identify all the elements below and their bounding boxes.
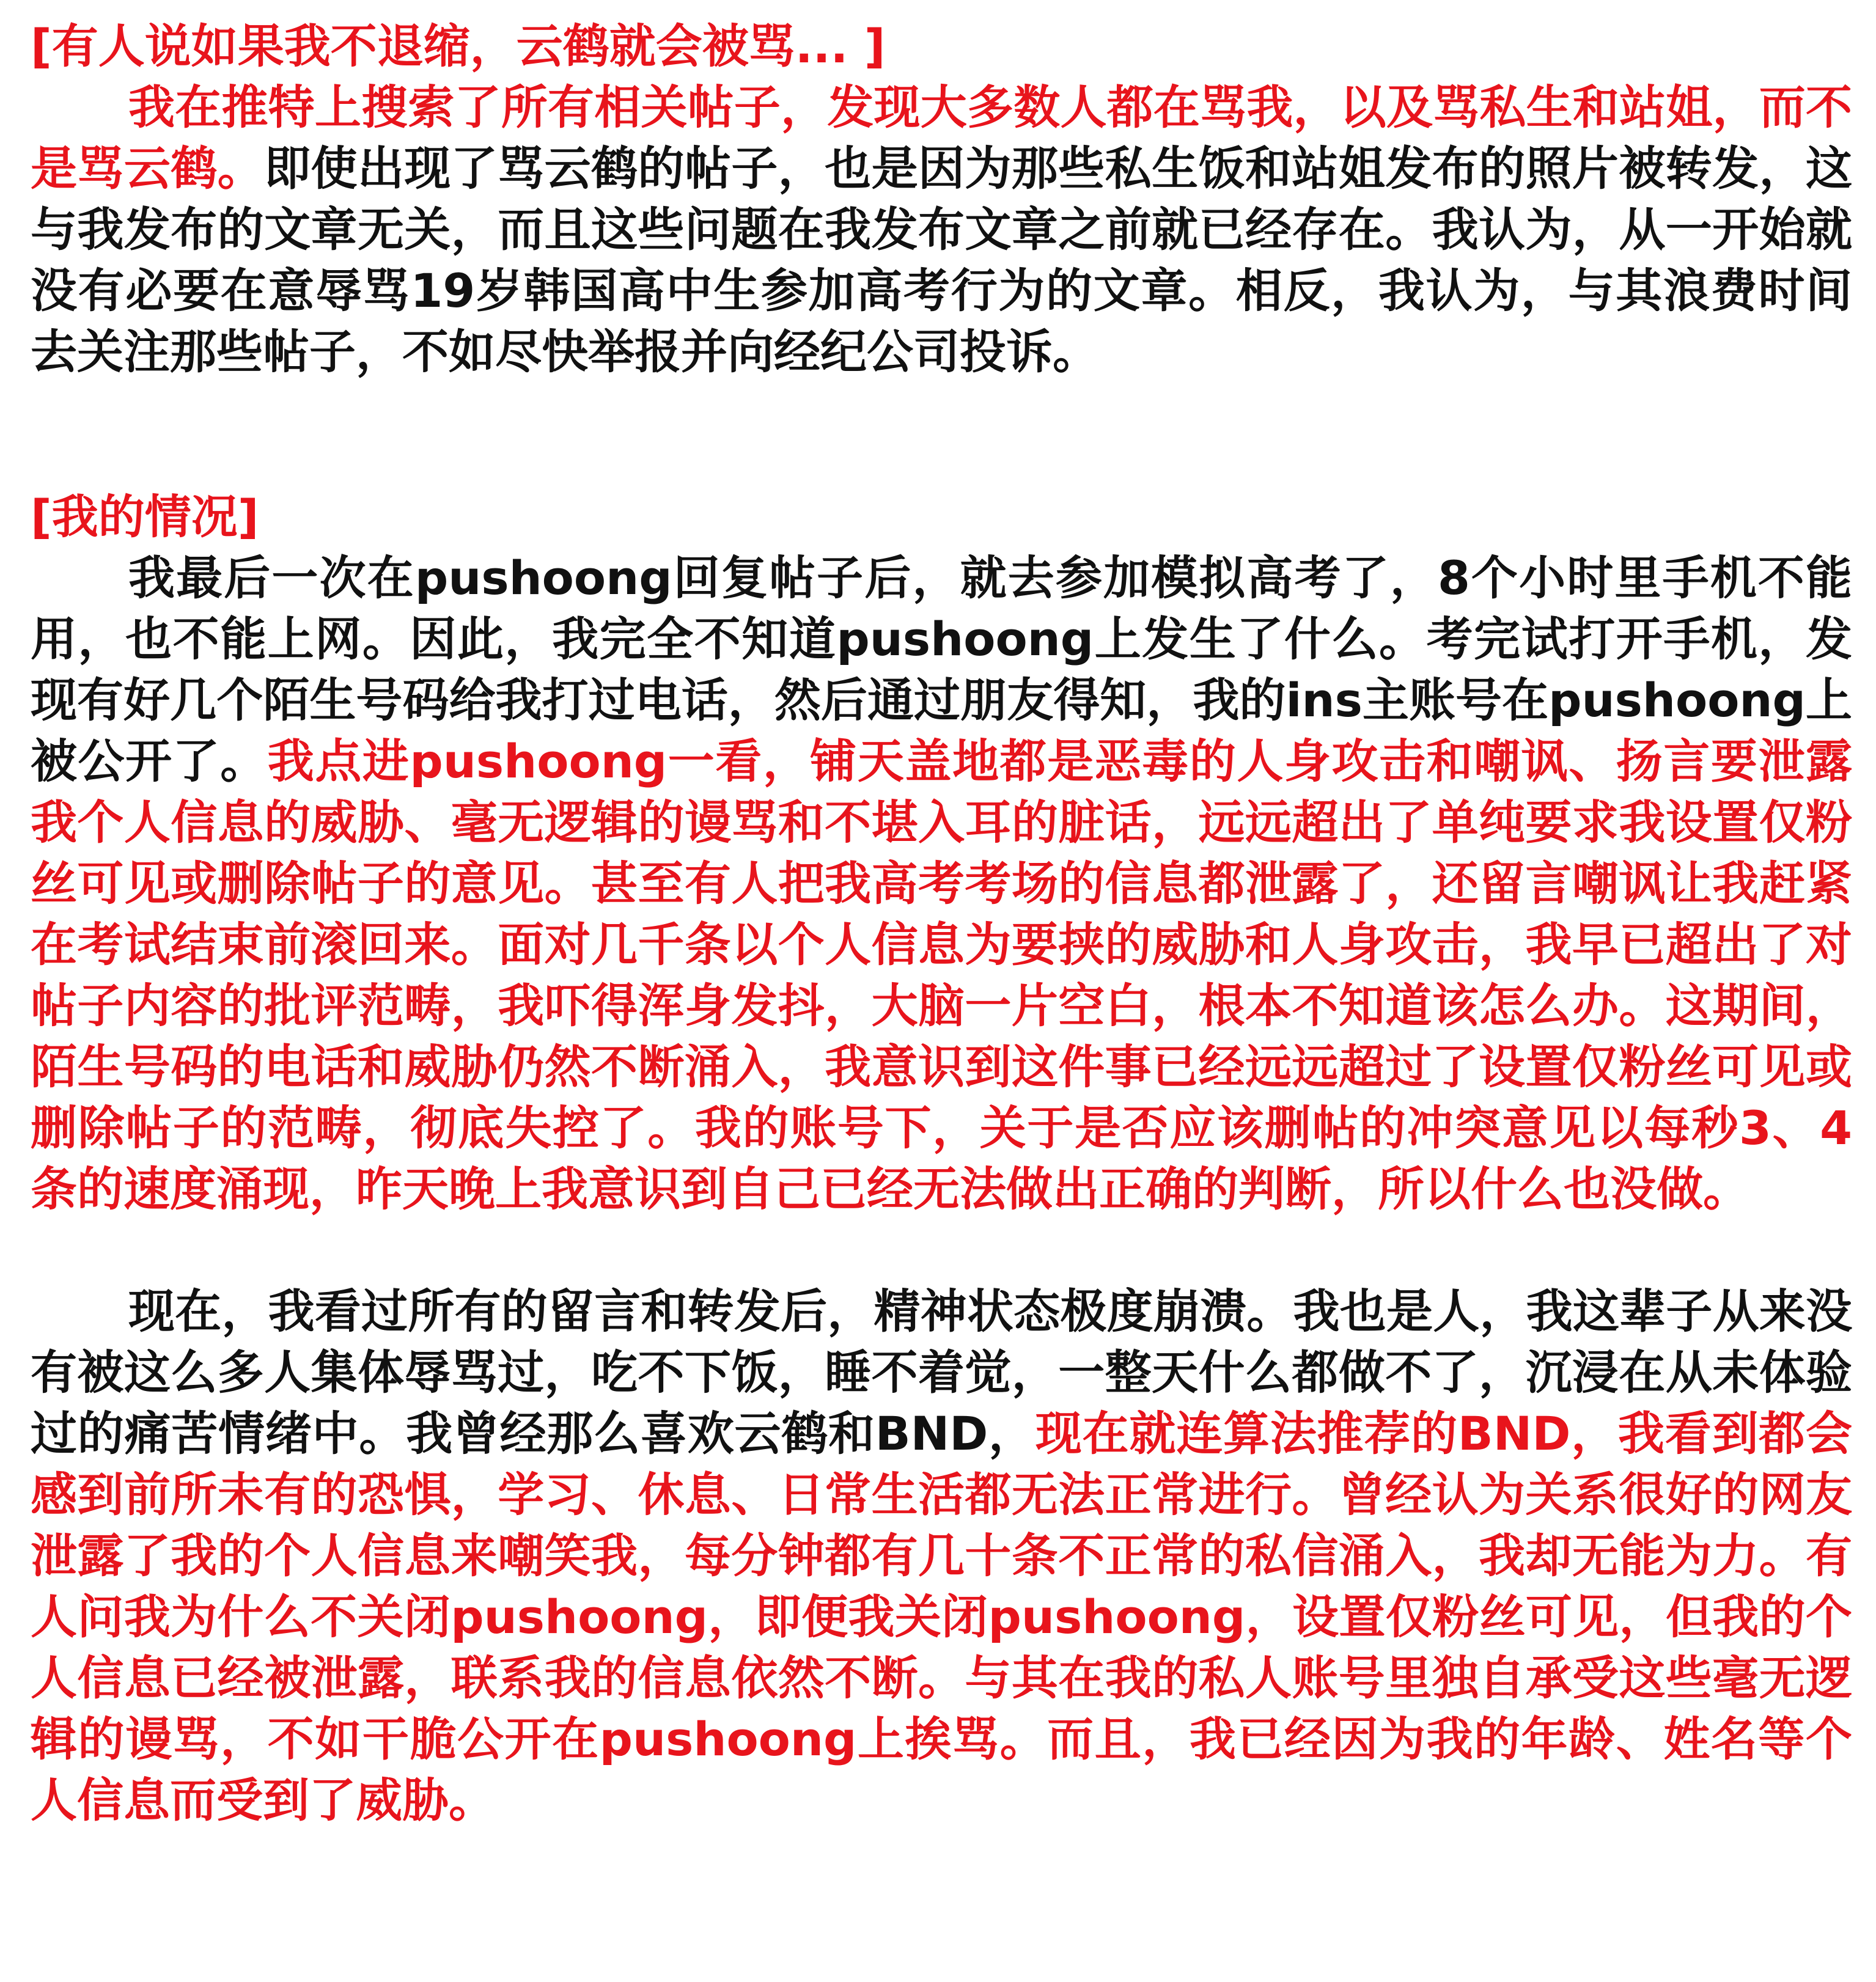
highlighted-text: 我在推特上搜索了所有相关帖子，发现大多数人都在骂我，以及骂私生和站姐，而不是骂云鹤。 [31, 80, 1852, 196]
body-text: 现在，我看过所有的留言和转发后，精神状态极度崩溃。我也是人，我这辈子从来没有被这么多人集体辱骂过，吃不下饭，睡不着觉，一整天什么都做不了，沉浸在从未体验过的痛苦情绪中。我曾经那么喜欢云鹤和BND， [31, 1284, 1852, 1461]
paragraph-mental-state [31, 1281, 1852, 1831]
spacer [31, 383, 1852, 486]
document-page [31, 16, 1852, 1831]
body-text: 即使出现了骂云鹤的帖子，也是因为那些私生饭和站姐发布的照片被转发，这与我发布的文章无关，而且这些问题在我发布文章之前就已经存在。我认为，从一开始就没有必要在意辱骂19岁韩国高中生参加高考行为的文章。相反，我认为，与其浪费时间去关注那些帖子，不如尽快举报并向经纪公司投诉。 [31, 141, 1853, 379]
paragraph-mock-exam [31, 548, 1852, 1220]
section-heading-my-situation: [我的情况] [31, 490, 259, 544]
paragraph-twitter-search [31, 77, 1852, 383]
body-text: 我最后一次在pushoong回复帖子后，就去参加模拟高考了，8个小时里手机不能用，也不能上网。因此，我完全不知道pushoong上发生了什么。考完试打开手机，发现有好几个陌生号码给我打过电话，然后通过朋友得知，我的ins主账号在pushoong上被公开了。 [31, 551, 1852, 788]
highlighted-text: 我点进pushoong一看，铺天盖地都是恶毒的人身攻击和嘲讽、扬言要泄露我个人信息的威胁、毫无逻辑的谩骂和不堪入耳的脏话，远远超出了单纯要求我设置仅粉丝可见或删除帖子的意见。甚至有人把我高考考场的信息都泄露了，还留言嘲讽让我赶紧在考试结束前滚回来。面对几千条以个人信息为要挟的威胁和人身攻击，我早已超出了对帖子内容的批评范畴，我吓得浑身发抖，大脑一片空白，根本不知道该怎么办。这期间，陌生号码的电话和威胁仍然不断涌入，我意识到这件事已经远远超过了设置仅粉丝可见或删除帖子的范畴，彻底失控了。我的账号下，关于是否应该删帖的冲突意见以每秒3、4条的速度涌现，昨天晚上我意识到自己已经无法做出正确的判断，所以什么也没做。 [31, 734, 1852, 1216]
spacer [31, 1220, 1852, 1281]
section-heading-backlash: [有人说如果我不退缩，云鹤就会被骂... ] [31, 19, 886, 73]
highlighted-text: 现在就连算法推荐的BND，我看到都会感到前所未有的恐惧，学习、休息、日常生活都无法正常进行。曾经认为关系很好的网友泄露了我的个人信息来嘲笑我，每分钟都有几十条不正常的私信涌入，我却无能为力。有人问我为什么不关闭pushoong，即便我关闭pushoong，设置仅粉丝可见，但我的个人信息已经被泄露，联系我的信息依然不断。与其在我的私人账号里独自承受这些毫无逻辑的谩骂，不如干脆公开在pushoong上挨骂。而且，我已经因为我的年龄、姓名等个人信息而受到了威胁。 [31, 1406, 1852, 1827]
